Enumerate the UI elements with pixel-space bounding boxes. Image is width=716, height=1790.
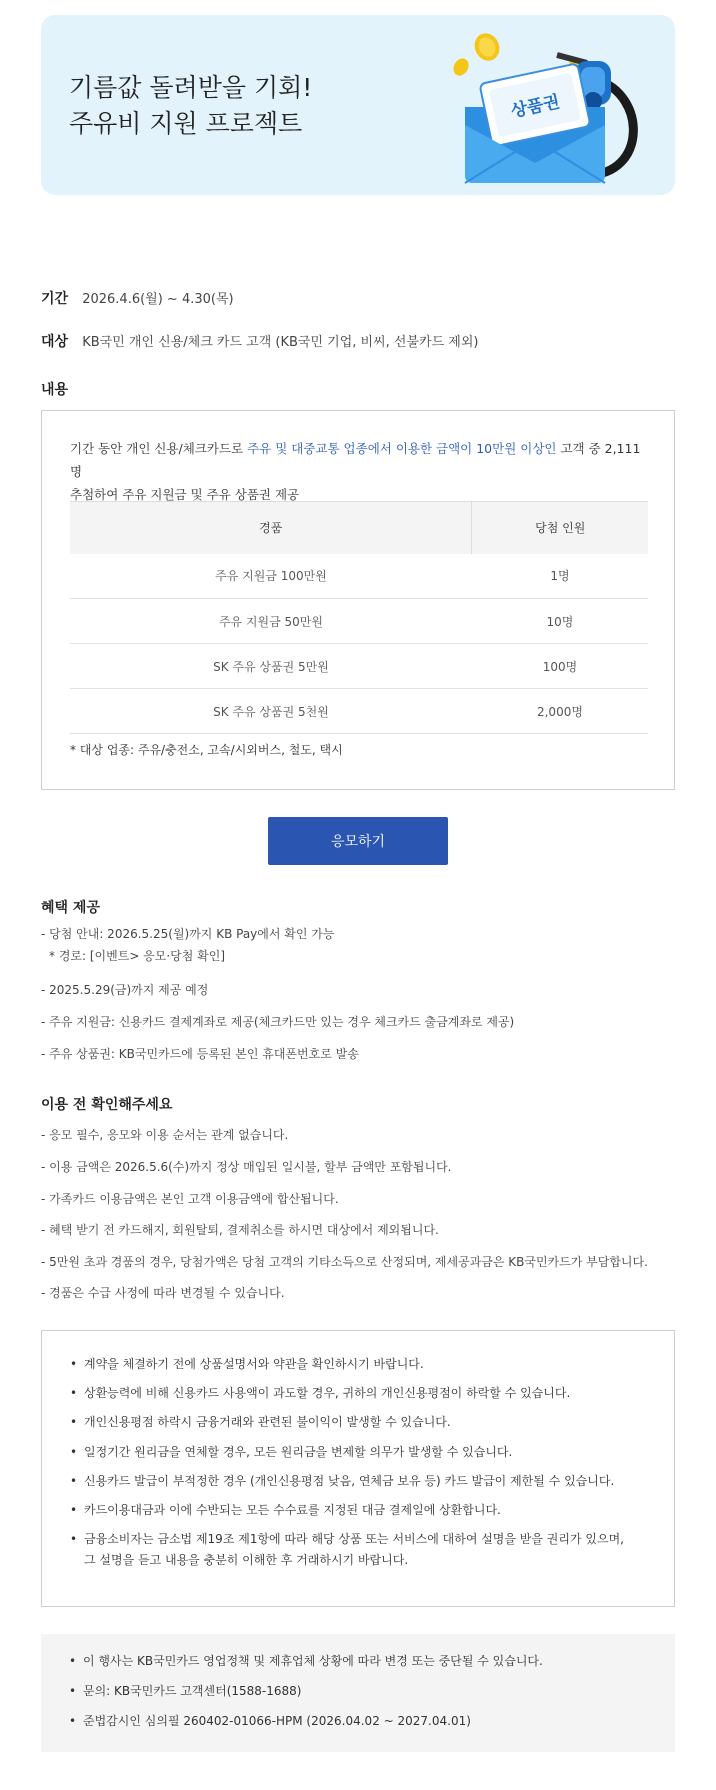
gift-envelope-fuel-nozzle-illustration xyxy=(447,25,647,190)
desc-text-2: 고객 중 2,111명 xyxy=(70,441,641,479)
prize-cell: SK 주유 상품권 5천원 xyxy=(70,689,472,734)
list-item: • 상환능력에 비해 신용카드 사용액이 과도할 경우, 귀하의 개인신용평점이 하락할 수 있습니다. xyxy=(70,1383,570,1404)
prize-cell: SK 주유 상품권 5만원 xyxy=(70,644,472,689)
list-item: • 일정기간 원리금을 연체할 경우, 모든 원리금을 변제할 의무가 발생할 수 있습니다. xyxy=(70,1442,512,1463)
list-item: - 주유 상품권: KB국민카드에 등록된 본인 휴대폰번호로 발송 xyxy=(41,1047,359,1061)
period-label: 기간 xyxy=(41,291,69,307)
content-box xyxy=(41,410,675,790)
desc-highlight: 주유 및 대중교통 업종에서 이용한 금액이 10만원 이상인 xyxy=(247,441,557,456)
list-item: • 이 행사는 KB국민카드 영업정책 및 제휴업체 상황에 따라 변경 또는 중단될 수 있습니다. xyxy=(69,1651,543,1672)
content-description xyxy=(70,437,650,506)
period-row xyxy=(41,288,234,308)
prize-table xyxy=(70,501,648,734)
list-item: • 카드이용대금과 이에 수반되는 모든 수수료를 지정된 대금 결제일에 상환합니다. xyxy=(70,1500,501,1521)
list-item: - 5만원 초과 경품의 경우, 당첨가액은 당첨 고객의 기타소득으로 산정되며, 제세공과금은 KB국민카드가 부담합니다. xyxy=(41,1255,648,1269)
banner-title xyxy=(69,70,312,142)
benefit-title: 혜택 제공 xyxy=(41,900,100,916)
table-row xyxy=(70,689,648,734)
target-category-note: * 대상 업종: 주유/충전소, 고속/시외버스, 철도, 택시 xyxy=(70,743,343,757)
caution-title: 이용 전 확인해주세요 xyxy=(41,1097,173,1113)
ticket-label: 상품권 xyxy=(509,92,562,122)
list-item: • 개인신용평점 하락시 금융거래와 관련된 불이익이 발생할 수 있습니다. xyxy=(70,1412,451,1433)
winners-cell: 2,000명 xyxy=(472,689,648,734)
list-item: - 주유 지원금: 신용카드 결제계좌로 제공(체크카드만 있는 경우 체크카드 출금계좌로 제공) xyxy=(41,1015,515,1029)
table-header-prize: 경품 xyxy=(70,502,472,554)
desc-text-1: 기간 동안 개인 신용/체크카드로 xyxy=(70,441,248,456)
list-item: - 가족카드 이용금액은 본인 고객 이용금액에 합산됩니다. xyxy=(41,1192,339,1206)
list-item: 그 설명을 듣고 내용을 충분히 이해한 후 거래하시기 바랍니다. xyxy=(84,1553,409,1567)
banner-title-line1: 기름값 돌려받을 기회! xyxy=(69,73,313,102)
content-title: 내용 xyxy=(41,382,69,398)
event-footer-notes xyxy=(41,1634,675,1752)
target-row xyxy=(41,331,478,351)
list-item: • 계약을 체결하기 전에 상품설명서와 약관을 확인하시기 바랍니다. xyxy=(70,1354,424,1375)
list-item: - 2025.5.29(금)까지 제공 예정 xyxy=(41,983,209,997)
target-label: 대상 xyxy=(41,334,69,350)
target-value: KB국민 개인 신용/체크 카드 고객 (KB국민 기업, 비씨, 선불카드 제외) xyxy=(82,335,479,350)
table-row xyxy=(70,599,648,644)
period-value: 2026.4.6(월) ~ 4.30(목) xyxy=(82,292,234,307)
list-item: - 이용 금액은 2026.5.6(수)까지 정상 매입된 일시불, 할부 금액만 포함됩니다. xyxy=(41,1160,452,1174)
list-item: • 문의: KB국민카드 고객센터(1588-1688) xyxy=(69,1681,301,1702)
list-item: - 경품은 수급 사정에 따라 변경될 수 있습니다. xyxy=(41,1286,285,1300)
table-row xyxy=(70,554,648,599)
list-item: • 준법감시인 심의필 260402-01066-HPM (2026.04.02 ~ 2027.04.01) xyxy=(69,1711,471,1732)
winners-cell: 100명 xyxy=(472,644,648,689)
banner-title-line2: 주유비 지원 프로젝트 xyxy=(69,109,303,138)
legal-notice-box xyxy=(41,1330,675,1607)
prize-cell: 주유 지원금 100만원 xyxy=(70,554,472,599)
prize-cell: 주유 지원금 50만원 xyxy=(70,599,472,644)
list-item: - 혜택 받기 전 카드해지, 회원탈퇴, 결제취소를 하시면 대상에서 제외됩니다. xyxy=(41,1223,439,1237)
list-item: • 금융소비자는 금소법 제19조 제1항에 따라 해당 상품 또는 서비스에 대하여 설명을 받을 권리가 있으며, xyxy=(70,1529,624,1550)
list-item: * 경로: [이벤트> 응모·당첨 확인] xyxy=(49,949,226,963)
winners-cell: 1명 xyxy=(472,554,648,599)
table-row xyxy=(70,644,648,689)
desc-text-3: 추첨하여 주유 지원금 및 주유 상품권 제공 xyxy=(70,487,300,502)
table-header-winners: 당첨 인원 xyxy=(472,502,648,554)
event-banner xyxy=(41,15,675,195)
list-item: - 응모 필수, 응모와 이용 순서는 관계 없습니다. xyxy=(41,1128,289,1142)
winners-cell: 10명 xyxy=(472,599,648,644)
apply-button[interactable]: 응모하기 xyxy=(268,817,448,865)
list-item: • 신용카드 발급이 부적정한 경우 (개인신용평점 낮음, 연체금 보유 등) 카드 발급이 제한될 수 있습니다. xyxy=(70,1471,614,1492)
list-item: - 당첨 안내: 2026.5.25(월)까지 KB Pay에서 확인 가능 xyxy=(41,927,335,941)
